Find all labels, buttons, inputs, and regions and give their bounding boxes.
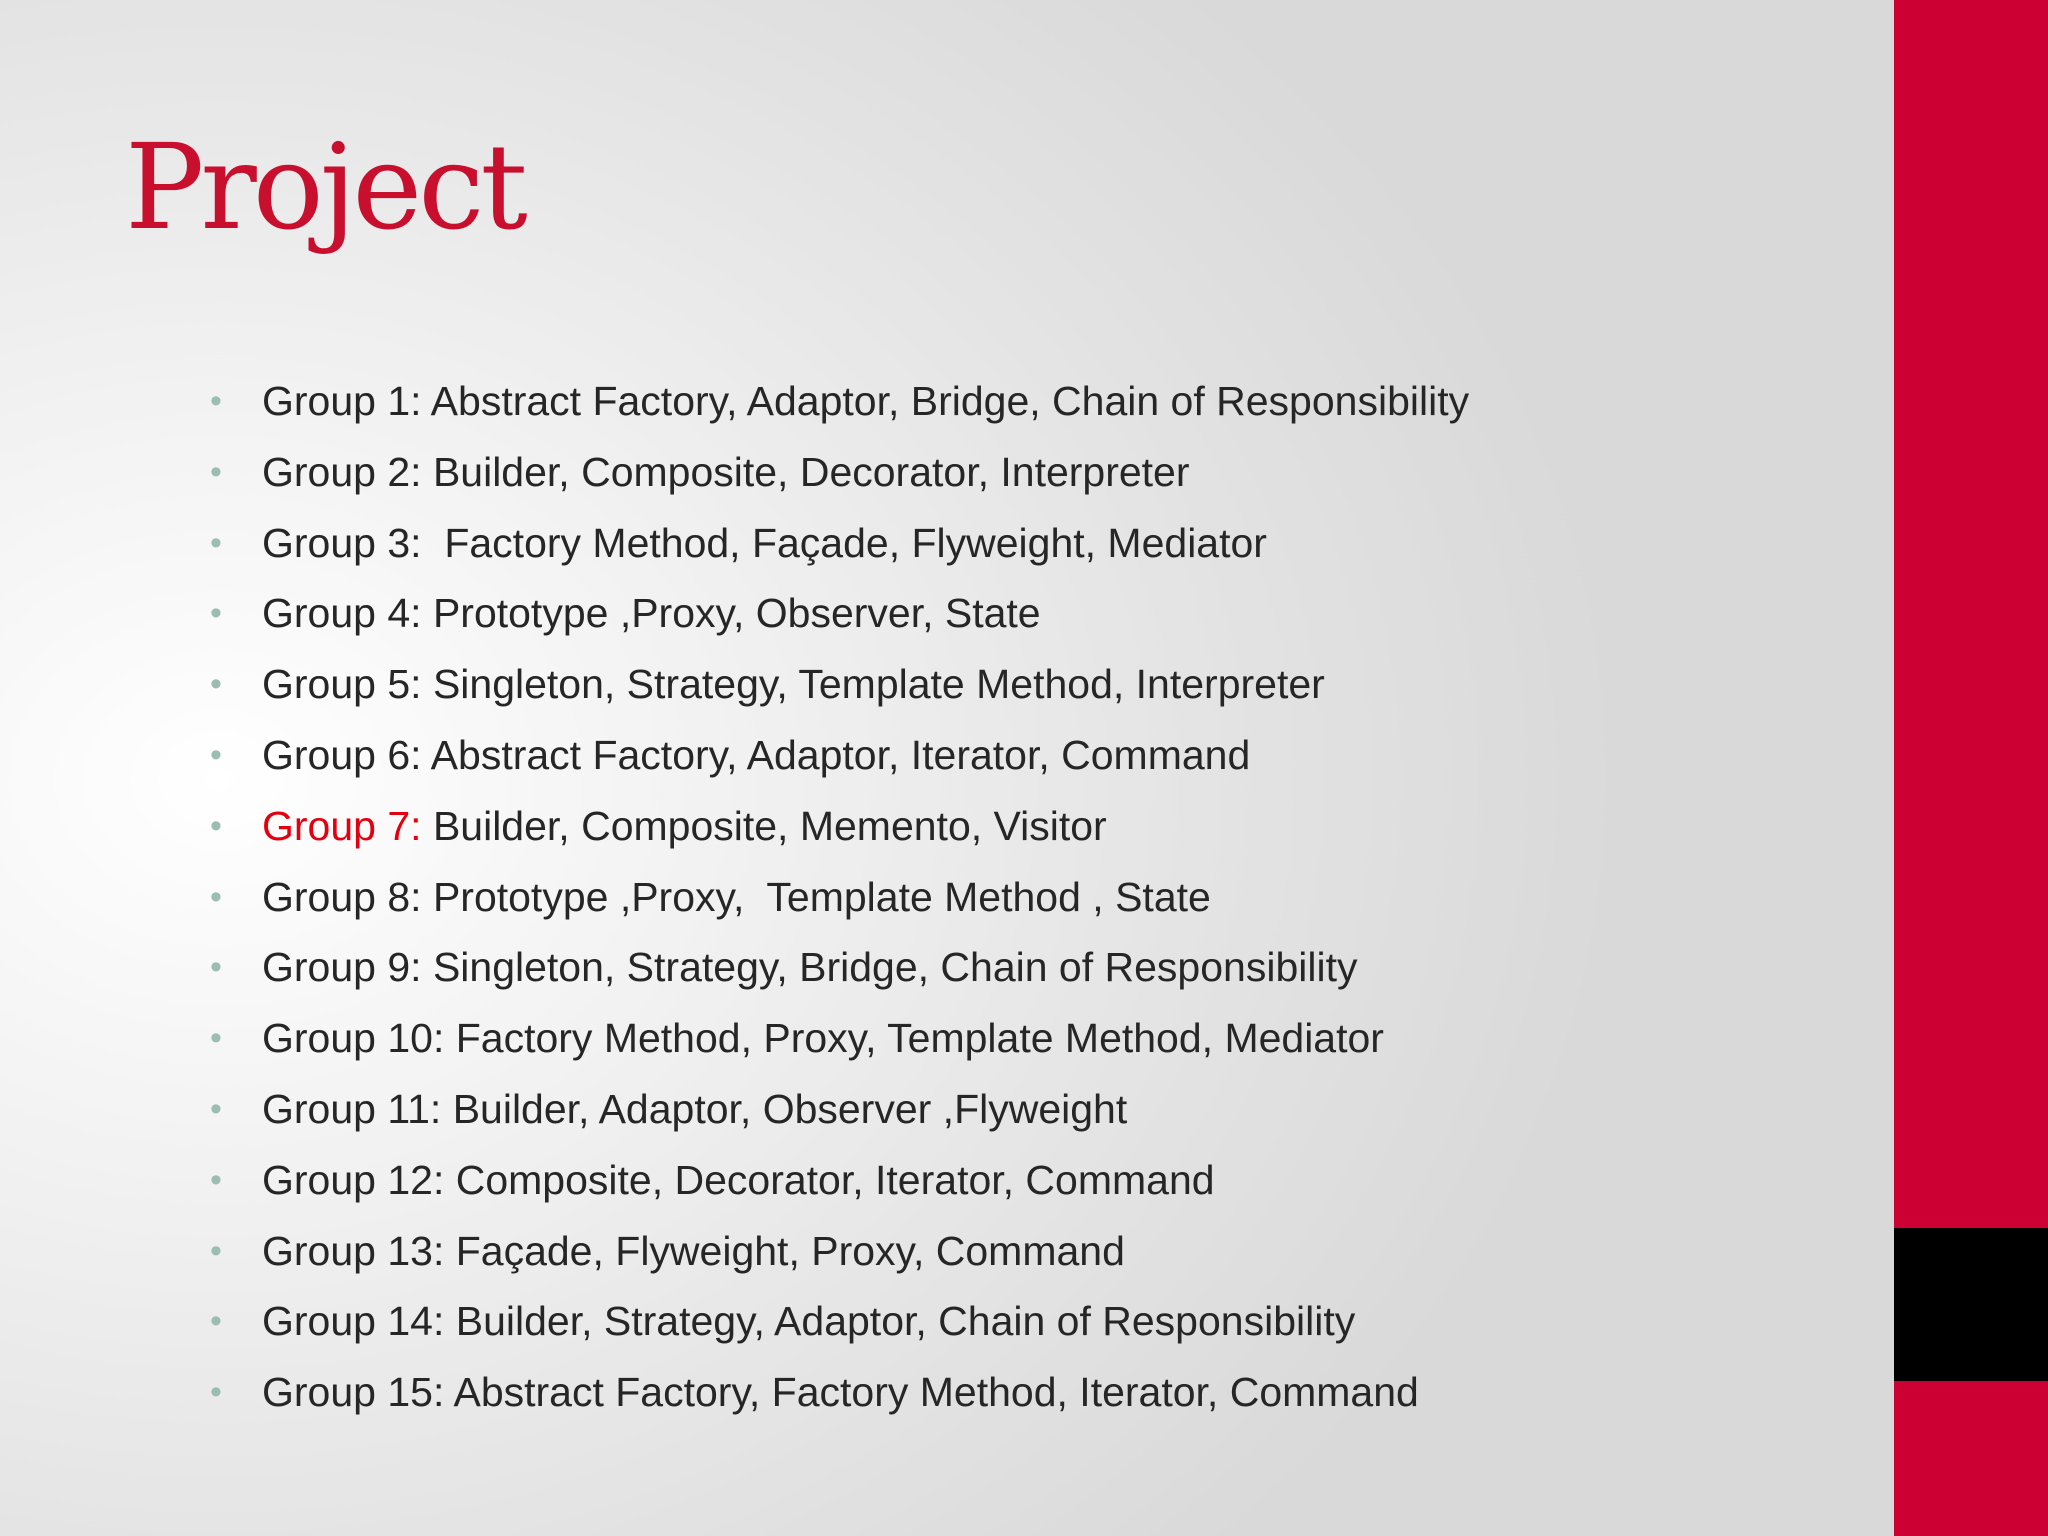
group-label: Group 15:	[262, 1369, 445, 1416]
bullet-dot-icon: •	[210, 452, 222, 491]
list-item	[210, 1286, 1469, 1357]
group-label-highlighted: Group 7:	[262, 802, 422, 849]
group-patterns: Builder, Adaptor, Observer ,Flyweight	[441, 1085, 1128, 1132]
group-patterns: Builder, Strategy, Adaptor, Chain of Responsibility	[444, 1298, 1356, 1345]
list-item	[210, 1357, 1469, 1428]
group-patterns: Abstract Factory, Adaptor, Bridge, Chain of Responsibility	[421, 378, 1470, 424]
list-item	[210, 649, 1469, 720]
list-item	[210, 578, 1469, 649]
list-item	[210, 791, 1469, 862]
bullet-dot-icon: •	[210, 806, 222, 845]
list-item	[210, 932, 1469, 1003]
group-patterns: Factory Method, Proxy, Template Method, Mediator	[444, 1015, 1384, 1062]
bullet-dot-icon: •	[210, 735, 222, 774]
group-label: Group 8:	[262, 873, 422, 920]
list-item	[210, 862, 1469, 933]
bullet-dot-icon: •	[210, 948, 222, 987]
list-item	[210, 1145, 1469, 1216]
group-patterns: Abstract Factory, Adaptor, Iterator, Command	[421, 731, 1251, 778]
list-item	[210, 437, 1469, 508]
group-label: Group 13:	[262, 1227, 445, 1274]
group-patterns: Singleton, Strategy, Template Method, Interpreter	[421, 661, 1325, 708]
group-patterns: Abstract Factory, Factory Method, Iterator, Command	[444, 1369, 1419, 1416]
group-label: Group 12:	[262, 1156, 445, 1203]
list-item	[210, 720, 1469, 791]
group-label: Group 10:	[262, 1015, 445, 1062]
group-list	[210, 366, 1469, 1428]
group-patterns: Builder, Composite, Decorator, Interpreter	[421, 448, 1190, 495]
group-label: Group 3:	[262, 519, 422, 566]
group-label: Group 5:	[262, 661, 422, 708]
group-label: Group 1:	[262, 378, 422, 424]
bullet-dot-icon: •	[210, 1302, 222, 1341]
list-item	[210, 366, 1469, 437]
accent-side-bar-black-band	[1894, 1228, 2048, 1381]
group-patterns: Factory Method, Façade, Flyweight, Mediator	[421, 519, 1267, 566]
slide-title: Project	[125, 118, 524, 256]
group-label: Group 14:	[262, 1298, 445, 1345]
bullet-dot-icon: •	[210, 1373, 222, 1412]
group-patterns: Composite, Decorator, Iterator, Command	[444, 1156, 1215, 1203]
bullet-dot-icon: •	[210, 1160, 222, 1199]
bullet-dot-icon: •	[210, 523, 222, 562]
bullet-dot-icon: •	[210, 1019, 222, 1058]
list-item	[210, 1074, 1469, 1145]
bullet-dot-icon: •	[210, 1089, 222, 1128]
bullet-dot-icon: •	[210, 382, 222, 420]
bullet-dot-icon: •	[210, 877, 222, 916]
group-patterns: Prototype ,Proxy, Template Method , State	[421, 873, 1211, 920]
list-item	[210, 1216, 1469, 1287]
bullet-dot-icon: •	[210, 594, 222, 633]
group-patterns: Façade, Flyweight, Proxy, Command	[444, 1227, 1125, 1274]
bullet-dot-icon: •	[210, 665, 222, 704]
group-patterns: Singleton, Strategy, Bridge, Chain of Responsibility	[421, 944, 1358, 991]
group-patterns: Builder, Composite, Memento, Visitor	[421, 802, 1107, 849]
list-item	[210, 508, 1469, 579]
group-label: Group 9:	[262, 944, 422, 991]
group-patterns: Prototype ,Proxy, Observer, State	[421, 590, 1041, 637]
list-item	[210, 1003, 1469, 1074]
bullet-dot-icon: •	[210, 1231, 222, 1270]
group-label: Group 2:	[262, 448, 422, 495]
group-label: Group 4:	[262, 590, 422, 637]
group-label: Group 6:	[262, 731, 422, 778]
group-label: Group 11:	[262, 1085, 442, 1132]
